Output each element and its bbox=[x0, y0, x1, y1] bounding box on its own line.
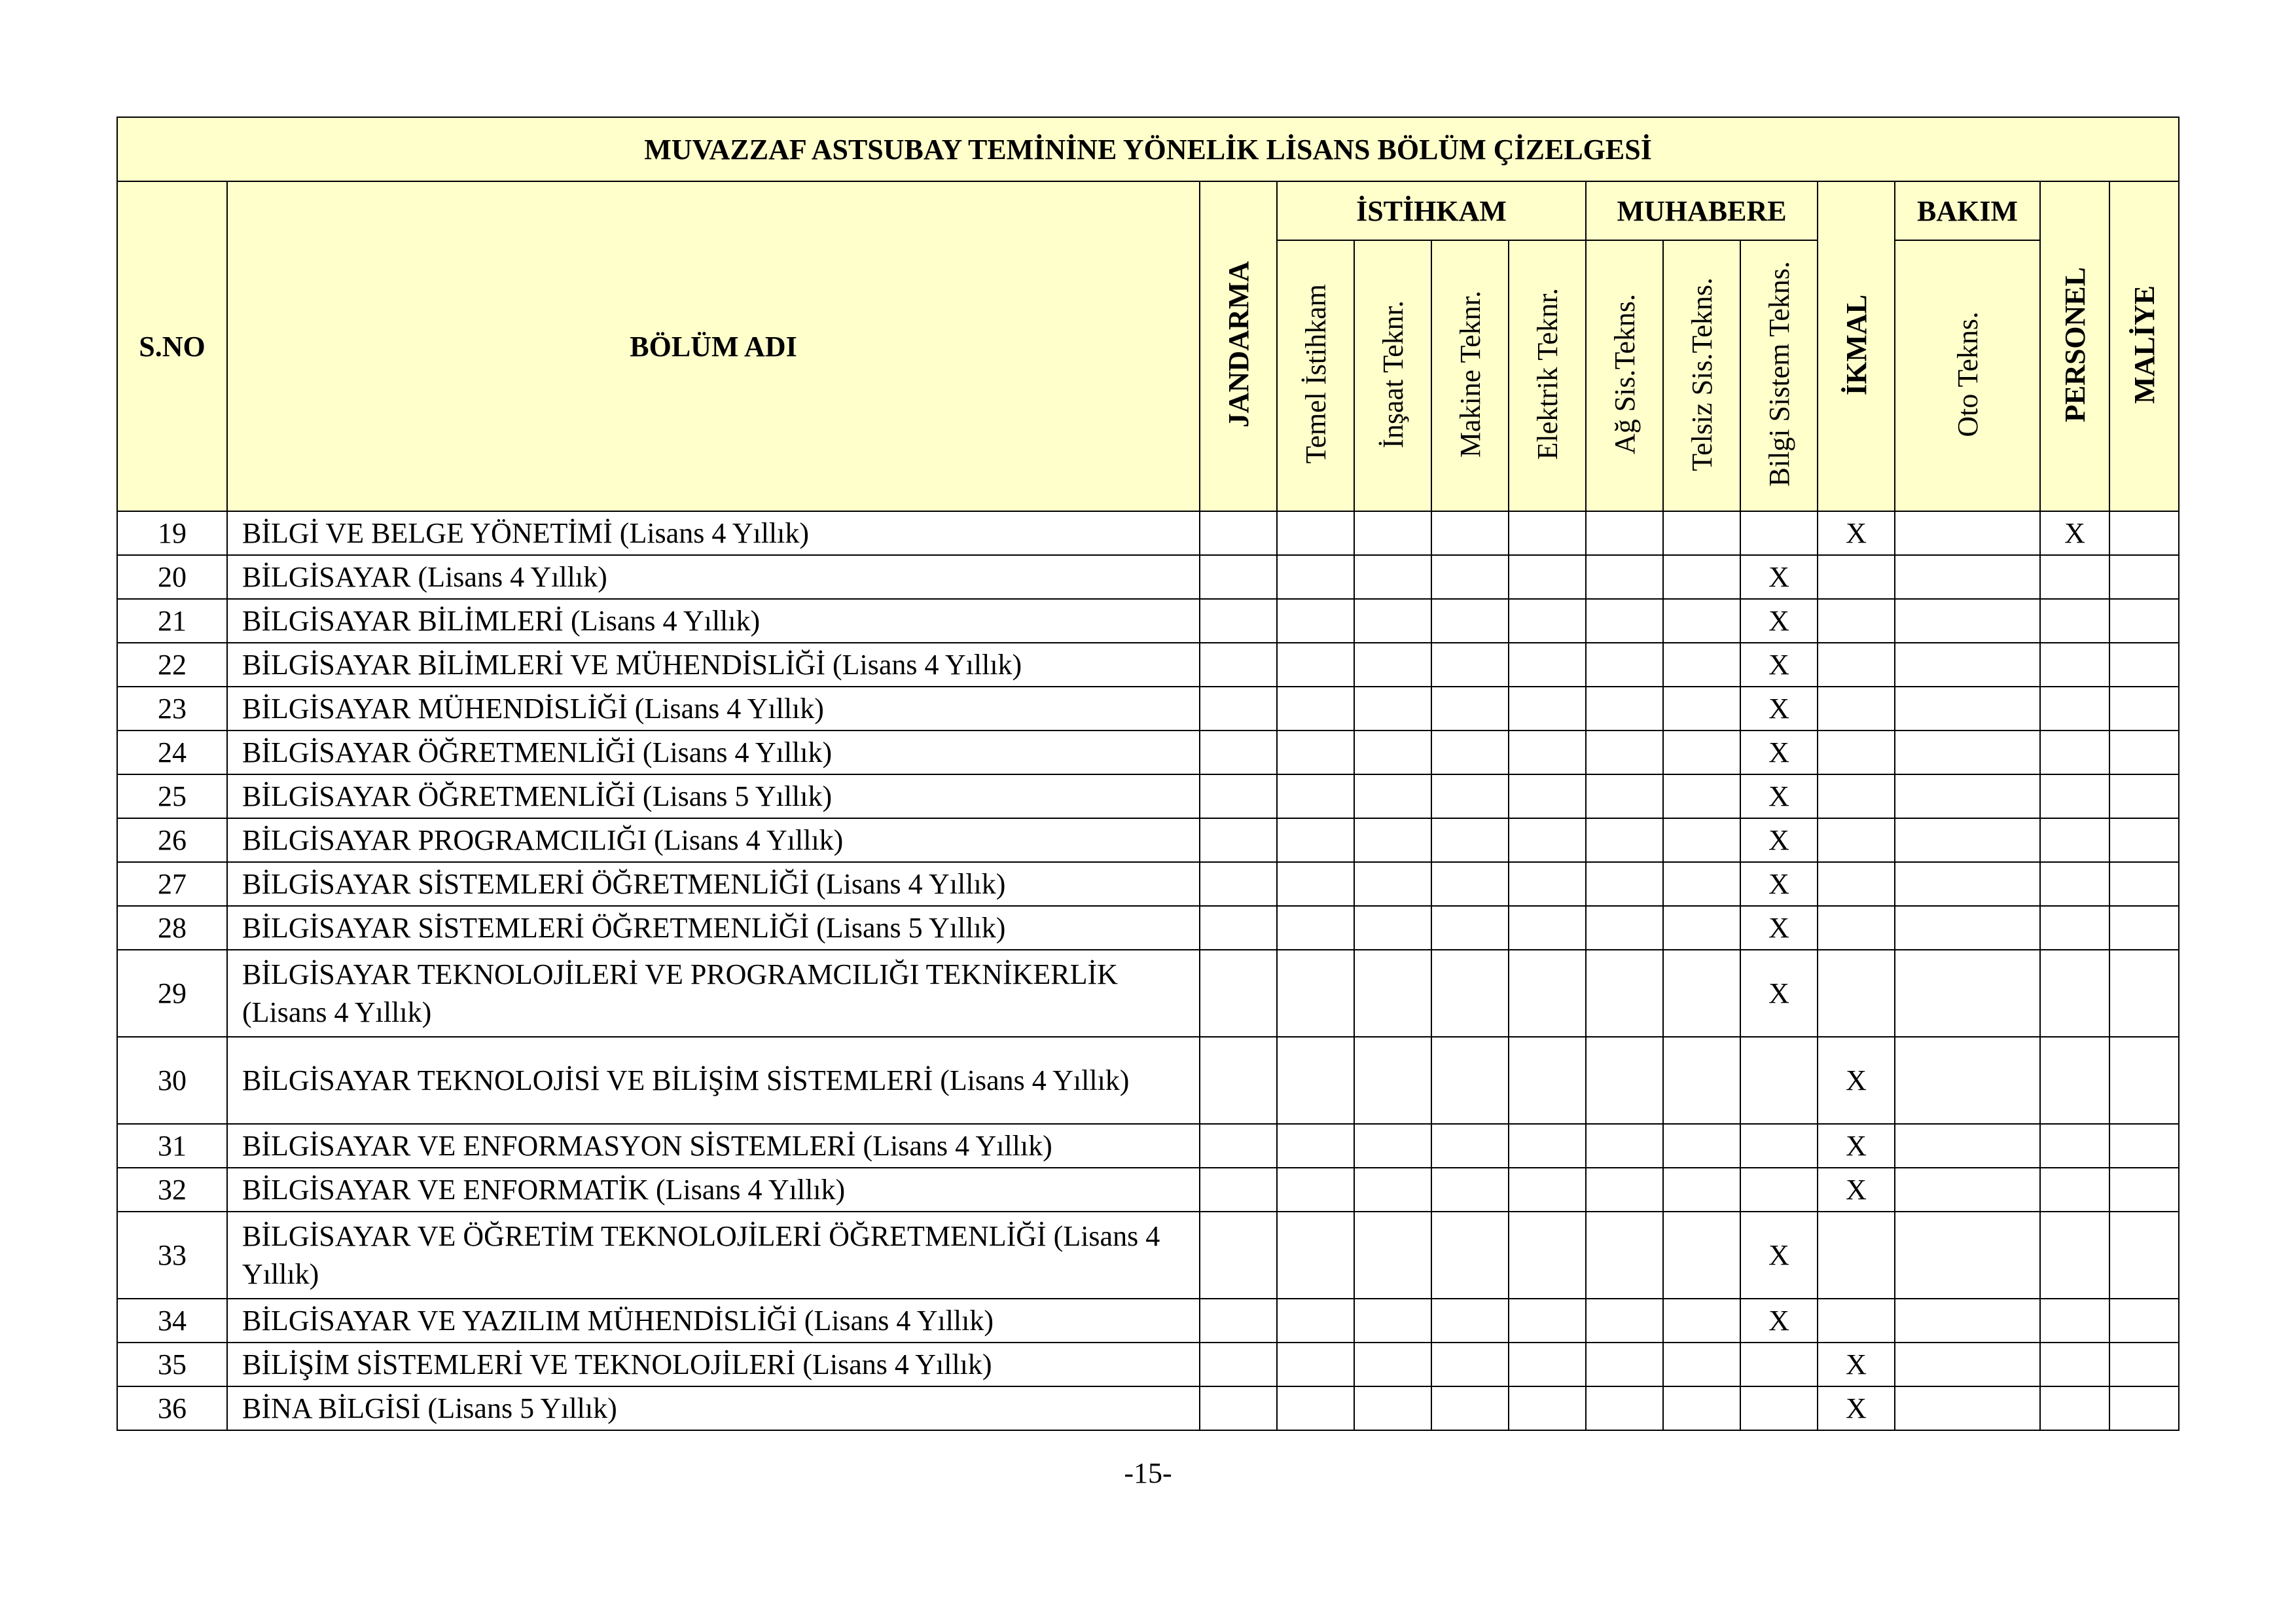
row-department-name: BİLGİSAYAR SİSTEMLERİ ÖĞRETMENLİĞİ (Lisans 4 Yıllık) bbox=[227, 862, 1200, 906]
row-mark-cell bbox=[1509, 599, 1586, 643]
row-mark-cell bbox=[1663, 1037, 1740, 1124]
row-mark-cell bbox=[1895, 599, 2040, 643]
row-mark-cell bbox=[1895, 555, 2040, 599]
personel-header: PERSONEL bbox=[2040, 181, 2109, 511]
row-mark-cell bbox=[1818, 687, 1895, 731]
row-sno: 19 bbox=[117, 511, 227, 555]
row-mark-cell bbox=[1895, 818, 2040, 862]
row-mark-cell bbox=[2040, 1343, 2109, 1386]
row-mark-cell bbox=[1740, 1037, 1818, 1124]
row-mark-cell bbox=[1586, 643, 1663, 687]
elektrik-teknr-header: Elektrik Teknr. bbox=[1509, 240, 1586, 511]
row-mark-cell bbox=[1509, 818, 1586, 862]
row-mark-cell: X bbox=[1818, 1386, 1895, 1430]
row-sno: 33 bbox=[117, 1212, 227, 1299]
table-row bbox=[117, 1343, 2179, 1386]
row-mark-cell bbox=[1200, 1212, 1277, 1299]
row-department-name: BİLGİSAYAR SİSTEMLERİ ÖĞRETMENLİĞİ (Lisans 5 Yıllık) bbox=[227, 906, 1200, 950]
row-mark-cell bbox=[1740, 1343, 1818, 1386]
row-mark-cell: X bbox=[1740, 818, 1818, 862]
row-mark-cell bbox=[1663, 1343, 1740, 1386]
page-number: -15- bbox=[1124, 1457, 1172, 1489]
row-mark-cell bbox=[1200, 731, 1277, 774]
row-mark-cell bbox=[1200, 1037, 1277, 1124]
row-mark-cell bbox=[2040, 1212, 2109, 1299]
insaat-teknr-header: İnşaat Teknr. bbox=[1354, 240, 1431, 511]
row-mark-cell bbox=[1663, 731, 1740, 774]
row-mark-cell bbox=[1586, 599, 1663, 643]
row-mark-cell bbox=[1200, 1343, 1277, 1386]
ag-sis-tekns-header: Ağ Sis.Tekns. bbox=[1586, 240, 1663, 511]
row-mark-cell bbox=[1354, 1168, 1431, 1212]
row-mark-cell bbox=[2109, 555, 2179, 599]
row-department-name: BİLGİSAYAR BİLİMLERİ (Lisans 4 Yıllık) bbox=[227, 599, 1200, 643]
row-mark-cell bbox=[1200, 643, 1277, 687]
row-mark-cell bbox=[1509, 862, 1586, 906]
row-mark-cell bbox=[1354, 1124, 1431, 1168]
row-mark-cell bbox=[2040, 774, 2109, 818]
row-mark-cell bbox=[1895, 1299, 2040, 1343]
row-sno: 35 bbox=[117, 1343, 227, 1386]
row-mark-cell bbox=[2109, 818, 2179, 862]
row-mark-cell: X bbox=[1818, 1343, 1895, 1386]
row-mark-cell bbox=[1818, 950, 1895, 1037]
row-mark-cell bbox=[1354, 818, 1431, 862]
row-mark-cell bbox=[1354, 1386, 1431, 1430]
row-mark-cell bbox=[1354, 774, 1431, 818]
row-mark-cell bbox=[1586, 1299, 1663, 1343]
row-mark-cell bbox=[1663, 599, 1740, 643]
row-mark-cell: X bbox=[1818, 1037, 1895, 1124]
row-mark-cell bbox=[1663, 1124, 1740, 1168]
row-mark-cell bbox=[1818, 862, 1895, 906]
row-mark-cell bbox=[1431, 950, 1509, 1037]
bilgi-sistem-tekns-header: Bilgi Sistem Tekns. bbox=[1740, 240, 1818, 511]
row-mark-cell bbox=[1354, 1343, 1431, 1386]
row-mark-cell bbox=[1818, 1299, 1895, 1343]
row-mark-cell bbox=[1509, 687, 1586, 731]
row-mark-cell bbox=[1586, 774, 1663, 818]
row-mark-cell: X bbox=[1740, 906, 1818, 950]
row-mark-cell bbox=[1277, 1168, 1354, 1212]
row-mark-cell bbox=[1277, 862, 1354, 906]
row-sno: 34 bbox=[117, 1299, 227, 1343]
row-mark-cell bbox=[1663, 906, 1740, 950]
row-mark-cell bbox=[1895, 1386, 2040, 1430]
row-mark-cell: X bbox=[1818, 511, 1895, 555]
row-mark-cell bbox=[2109, 1168, 2179, 1212]
row-mark-cell bbox=[1818, 818, 1895, 862]
row-mark-cell bbox=[2109, 774, 2179, 818]
row-mark-cell bbox=[1509, 1168, 1586, 1212]
row-mark-cell bbox=[1663, 687, 1740, 731]
row-mark-cell bbox=[1509, 731, 1586, 774]
row-mark-cell bbox=[1277, 774, 1354, 818]
row-mark-cell bbox=[1509, 774, 1586, 818]
row-mark-cell bbox=[1740, 1124, 1818, 1168]
row-mark-cell bbox=[1740, 511, 1818, 555]
row-mark-cell bbox=[1586, 555, 1663, 599]
row-mark-cell bbox=[1895, 1343, 2040, 1386]
row-mark-cell bbox=[1895, 862, 2040, 906]
row-mark-cell bbox=[1586, 950, 1663, 1037]
row-mark-cell bbox=[2040, 818, 2109, 862]
row-mark-cell bbox=[2040, 1299, 2109, 1343]
table-row bbox=[117, 818, 2179, 862]
temel-istihkam-header: Temel İstihkam bbox=[1277, 240, 1354, 511]
row-mark-cell bbox=[1277, 1037, 1354, 1124]
row-mark-cell bbox=[2109, 1124, 2179, 1168]
row-department-name: BİLGİSAYAR VE ENFORMASYON SİSTEMLERİ (Lisans 4 Yıllık) bbox=[227, 1124, 1200, 1168]
row-mark-cell bbox=[1509, 950, 1586, 1037]
row-mark-cell bbox=[1509, 1386, 1586, 1430]
row-mark-cell bbox=[1277, 1212, 1354, 1299]
row-mark-cell bbox=[1200, 687, 1277, 731]
row-mark-cell bbox=[1895, 1124, 2040, 1168]
row-mark-cell bbox=[1586, 1168, 1663, 1212]
row-department-name: BİLGİSAYAR MÜHENDİSLİĞİ (Lisans 4 Yıllık) bbox=[227, 687, 1200, 731]
row-mark-cell bbox=[2109, 950, 2179, 1037]
row-sno: 30 bbox=[117, 1037, 227, 1124]
row-department-name: BİLİŞİM SİSTEMLERİ VE TEKNOLOJİLERİ (Lisans 4 Yıllık) bbox=[227, 1343, 1200, 1386]
row-sno: 22 bbox=[117, 643, 227, 687]
makine-teknr-header: Makine Teknr. bbox=[1431, 240, 1509, 511]
row-mark-cell bbox=[2109, 599, 2179, 643]
row-mark-cell bbox=[1586, 862, 1663, 906]
row-sno: 25 bbox=[117, 774, 227, 818]
row-mark-cell bbox=[1509, 1343, 1586, 1386]
row-mark-cell bbox=[1586, 906, 1663, 950]
table-row bbox=[117, 862, 2179, 906]
maliye-header: MALİYE bbox=[2109, 181, 2179, 511]
row-mark-cell: X bbox=[1818, 1124, 1895, 1168]
row-department-name: BİLGİSAYAR TEKNOLOJİLERİ VE PROGRAMCILIĞI TEKNİKERLİK (Lisans 4 Yıllık) bbox=[227, 950, 1200, 1037]
istihkam-group-header: İSTİHKAM bbox=[1277, 181, 1586, 240]
department-name-header: BÖLÜM ADI bbox=[227, 181, 1200, 511]
row-mark-cell bbox=[1663, 862, 1740, 906]
row-mark-cell bbox=[1431, 511, 1509, 555]
row-department-name: BİNA BİLGİSİ (Lisans 5 Yıllık) bbox=[227, 1386, 1200, 1430]
row-mark-cell bbox=[2040, 1168, 2109, 1212]
row-sno: 24 bbox=[117, 731, 227, 774]
row-mark-cell bbox=[1509, 555, 1586, 599]
row-mark-cell bbox=[1200, 599, 1277, 643]
department-table bbox=[117, 117, 2179, 1431]
row-mark-cell bbox=[1431, 862, 1509, 906]
table-row bbox=[117, 1037, 2179, 1124]
table-title: MUVAZZAF ASTSUBAY TEMİNİNE YÖNELİK LİSANS BÖLÜM ÇİZELGESİ bbox=[117, 117, 2179, 181]
row-mark-cell bbox=[2040, 1386, 2109, 1430]
row-mark-cell bbox=[1354, 731, 1431, 774]
row-mark-cell bbox=[1431, 599, 1509, 643]
row-mark-cell bbox=[1277, 818, 1354, 862]
row-mark-cell bbox=[1663, 555, 1740, 599]
table-row bbox=[117, 906, 2179, 950]
row-mark-cell bbox=[1200, 862, 1277, 906]
row-sno: 27 bbox=[117, 862, 227, 906]
row-mark-cell bbox=[2109, 1343, 2179, 1386]
row-mark-cell: X bbox=[1740, 950, 1818, 1037]
row-department-name: BİLGİSAYAR ÖĞRETMENLİĞİ (Lisans 4 Yıllık) bbox=[227, 731, 1200, 774]
row-mark-cell bbox=[1431, 1037, 1509, 1124]
row-mark-cell bbox=[2109, 1212, 2179, 1299]
row-mark-cell bbox=[1354, 643, 1431, 687]
row-mark-cell bbox=[1740, 1168, 1818, 1212]
row-mark-cell bbox=[2040, 731, 2109, 774]
row-mark-cell bbox=[1818, 1212, 1895, 1299]
row-mark-cell bbox=[1663, 1168, 1740, 1212]
row-mark-cell bbox=[1663, 774, 1740, 818]
row-mark-cell: X bbox=[1740, 1299, 1818, 1343]
row-mark-cell bbox=[1895, 643, 2040, 687]
row-mark-cell bbox=[1586, 818, 1663, 862]
row-mark-cell bbox=[1586, 1386, 1663, 1430]
row-mark-cell bbox=[1509, 1037, 1586, 1124]
row-mark-cell bbox=[1586, 731, 1663, 774]
row-mark-cell bbox=[1200, 1124, 1277, 1168]
row-mark-cell: X bbox=[1740, 862, 1818, 906]
row-mark-cell bbox=[1354, 1299, 1431, 1343]
row-department-name: BİLGİSAYAR BİLİMLERİ VE MÜHENDİSLİĞİ (Lisans 4 Yıllık) bbox=[227, 643, 1200, 687]
row-sno: 32 bbox=[117, 1168, 227, 1212]
row-mark-cell bbox=[1277, 687, 1354, 731]
table-row bbox=[117, 1124, 2179, 1168]
ikmal-header: İKMAL bbox=[1818, 181, 1895, 511]
row-mark-cell bbox=[2109, 687, 2179, 731]
row-mark-cell bbox=[1277, 906, 1354, 950]
row-sno: 20 bbox=[117, 555, 227, 599]
row-sno: 23 bbox=[117, 687, 227, 731]
row-mark-cell bbox=[2109, 511, 2179, 555]
row-mark-cell bbox=[1586, 1343, 1663, 1386]
row-sno: 28 bbox=[117, 906, 227, 950]
row-mark-cell: X bbox=[1740, 687, 1818, 731]
row-mark-cell bbox=[1200, 1386, 1277, 1430]
row-mark-cell bbox=[1431, 1386, 1509, 1430]
row-mark-cell bbox=[1354, 950, 1431, 1037]
row-mark-cell bbox=[2109, 643, 2179, 687]
row-sno: 36 bbox=[117, 1386, 227, 1430]
row-mark-cell bbox=[1431, 1299, 1509, 1343]
table-row bbox=[117, 643, 2179, 687]
table-row bbox=[117, 599, 2179, 643]
row-mark-cell bbox=[1200, 950, 1277, 1037]
bakim-group-header: BAKIM bbox=[1895, 181, 2040, 240]
row-mark-cell bbox=[1663, 1212, 1740, 1299]
row-department-name: BİLGİSAYAR ÖĞRETMENLİĞİ (Lisans 5 Yıllık) bbox=[227, 774, 1200, 818]
row-mark-cell bbox=[1586, 511, 1663, 555]
row-mark-cell bbox=[2109, 1386, 2179, 1430]
row-mark-cell bbox=[2040, 643, 2109, 687]
table-row bbox=[117, 774, 2179, 818]
row-mark-cell bbox=[1509, 643, 1586, 687]
row-mark-cell bbox=[1663, 511, 1740, 555]
row-mark-cell bbox=[1509, 1299, 1586, 1343]
row-department-name: BİLGİSAYAR TEKNOLOJİSİ VE BİLİŞİM SİSTEMLERİ (Lisans 4 Yıllık) bbox=[227, 1037, 1200, 1124]
row-mark-cell: X bbox=[1740, 555, 1818, 599]
sno-header: S.NO bbox=[117, 181, 227, 511]
row-mark-cell bbox=[1277, 731, 1354, 774]
row-mark-cell bbox=[1818, 555, 1895, 599]
row-mark-cell bbox=[1277, 599, 1354, 643]
row-mark-cell bbox=[2109, 1299, 2179, 1343]
row-mark-cell bbox=[1200, 774, 1277, 818]
row-department-name: BİLGİSAYAR VE ÖĞRETİM TEKNOLOJİLERİ ÖĞRETMENLİĞİ (Lisans 4 Yıllık) bbox=[227, 1212, 1200, 1299]
row-mark-cell bbox=[2040, 599, 2109, 643]
row-mark-cell bbox=[1277, 950, 1354, 1037]
table-row bbox=[117, 687, 2179, 731]
row-mark-cell bbox=[1431, 643, 1509, 687]
table-row bbox=[117, 555, 2179, 599]
table-row bbox=[117, 1386, 2179, 1430]
row-mark-cell bbox=[1431, 1168, 1509, 1212]
row-mark-cell bbox=[1895, 687, 2040, 731]
row-mark-cell bbox=[1818, 774, 1895, 818]
row-mark-cell bbox=[1354, 511, 1431, 555]
row-mark-cell bbox=[1200, 511, 1277, 555]
row-mark-cell bbox=[1895, 731, 2040, 774]
row-mark-cell bbox=[1663, 643, 1740, 687]
row-mark-cell bbox=[1895, 906, 2040, 950]
row-mark-cell bbox=[1818, 643, 1895, 687]
row-mark-cell bbox=[1354, 906, 1431, 950]
row-mark-cell bbox=[1663, 1386, 1740, 1430]
row-mark-cell bbox=[1277, 1343, 1354, 1386]
row-department-name: BİLGİSAYAR VE YAZILIM MÜHENDİSLİĞİ (Lisans 4 Yıllık) bbox=[227, 1299, 1200, 1343]
row-mark-cell bbox=[2109, 731, 2179, 774]
row-mark-cell bbox=[1431, 555, 1509, 599]
row-mark-cell bbox=[1509, 511, 1586, 555]
row-mark-cell bbox=[2109, 862, 2179, 906]
row-mark-cell: X bbox=[1740, 731, 1818, 774]
row-mark-cell bbox=[1277, 555, 1354, 599]
row-mark-cell bbox=[1895, 1212, 2040, 1299]
table-body bbox=[117, 511, 2179, 1430]
row-mark-cell bbox=[1586, 1124, 1663, 1168]
row-mark-cell bbox=[1277, 1386, 1354, 1430]
row-mark-cell: X bbox=[1740, 599, 1818, 643]
row-mark-cell bbox=[1895, 1037, 2040, 1124]
row-mark-cell bbox=[1354, 1037, 1431, 1124]
row-mark-cell: X bbox=[1818, 1168, 1895, 1212]
row-mark-cell bbox=[1277, 511, 1354, 555]
row-mark-cell bbox=[1586, 1037, 1663, 1124]
row-mark-cell bbox=[2040, 555, 2109, 599]
row-sno: 21 bbox=[117, 599, 227, 643]
row-sno: 26 bbox=[117, 818, 227, 862]
row-mark-cell bbox=[1663, 818, 1740, 862]
row-mark-cell bbox=[1354, 599, 1431, 643]
row-mark-cell bbox=[1818, 599, 1895, 643]
telsiz-sis-tekns-header: Telsiz Sis.Tekns. bbox=[1663, 240, 1740, 511]
row-mark-cell bbox=[1354, 555, 1431, 599]
row-mark-cell bbox=[1895, 774, 2040, 818]
row-mark-cell: X bbox=[1740, 643, 1818, 687]
row-mark-cell bbox=[2109, 1037, 2179, 1124]
row-mark-cell bbox=[1509, 1212, 1586, 1299]
row-mark-cell bbox=[2040, 862, 2109, 906]
row-sno: 29 bbox=[117, 950, 227, 1037]
row-department-name: BİLGİ VE BELGE YÖNETİMİ (Lisans 4 Yıllık) bbox=[227, 511, 1200, 555]
row-department-name: BİLGİSAYAR PROGRAMCILIĞI (Lisans 4 Yıllık) bbox=[227, 818, 1200, 862]
row-mark-cell bbox=[1586, 687, 1663, 731]
row-mark-cell bbox=[1663, 950, 1740, 1037]
row-mark-cell bbox=[1200, 1168, 1277, 1212]
row-mark-cell bbox=[1431, 731, 1509, 774]
row-mark-cell bbox=[1277, 643, 1354, 687]
row-mark-cell bbox=[1277, 1299, 1354, 1343]
row-mark-cell: X bbox=[2040, 511, 2109, 555]
row-mark-cell bbox=[1740, 1386, 1818, 1430]
row-mark-cell bbox=[2109, 906, 2179, 950]
muhabere-group-header: MUHABERE bbox=[1586, 181, 1818, 240]
table-row bbox=[117, 1299, 2179, 1343]
table-row bbox=[117, 1168, 2179, 1212]
row-mark-cell bbox=[1431, 1343, 1509, 1386]
row-mark-cell bbox=[1895, 511, 2040, 555]
row-mark-cell bbox=[1200, 906, 1277, 950]
table-row bbox=[117, 1212, 2179, 1299]
row-mark-cell bbox=[1818, 906, 1895, 950]
row-mark-cell: X bbox=[1740, 1212, 1818, 1299]
row-mark-cell bbox=[1431, 1124, 1509, 1168]
row-mark-cell bbox=[1509, 1124, 1586, 1168]
row-mark-cell bbox=[1431, 774, 1509, 818]
row-mark-cell bbox=[1277, 1124, 1354, 1168]
row-mark-cell bbox=[1354, 862, 1431, 906]
row-mark-cell bbox=[1895, 1168, 2040, 1212]
row-mark-cell bbox=[2040, 1037, 2109, 1124]
row-department-name: BİLGİSAYAR VE ENFORMATİK (Lisans 4 Yıllık) bbox=[227, 1168, 1200, 1212]
row-mark-cell bbox=[1663, 1299, 1740, 1343]
row-sno: 31 bbox=[117, 1124, 227, 1168]
row-mark-cell bbox=[1431, 1212, 1509, 1299]
row-mark-cell bbox=[1200, 1299, 1277, 1343]
row-mark-cell bbox=[1431, 687, 1509, 731]
oto-tekns-header: Oto Tekns. bbox=[1895, 240, 2040, 511]
table-row bbox=[117, 511, 2179, 555]
row-mark-cell bbox=[2040, 1124, 2109, 1168]
row-mark-cell bbox=[1586, 1212, 1663, 1299]
row-mark-cell bbox=[1354, 1212, 1431, 1299]
row-mark-cell bbox=[1200, 555, 1277, 599]
row-mark-cell bbox=[1354, 687, 1431, 731]
row-mark-cell bbox=[1895, 950, 2040, 1037]
row-mark-cell bbox=[1509, 906, 1586, 950]
jandarma-header: JANDARMA bbox=[1200, 181, 1277, 511]
row-mark-cell bbox=[2040, 687, 2109, 731]
table-row bbox=[117, 950, 2179, 1037]
row-department-name: BİLGİSAYAR (Lisans 4 Yıllık) bbox=[227, 555, 1200, 599]
row-mark-cell bbox=[2040, 950, 2109, 1037]
row-mark-cell bbox=[1431, 906, 1509, 950]
table-row bbox=[117, 731, 2179, 774]
row-mark-cell bbox=[1200, 818, 1277, 862]
row-mark-cell bbox=[1818, 731, 1895, 774]
row-mark-cell bbox=[2040, 906, 2109, 950]
row-mark-cell bbox=[1431, 818, 1509, 862]
row-mark-cell: X bbox=[1740, 774, 1818, 818]
